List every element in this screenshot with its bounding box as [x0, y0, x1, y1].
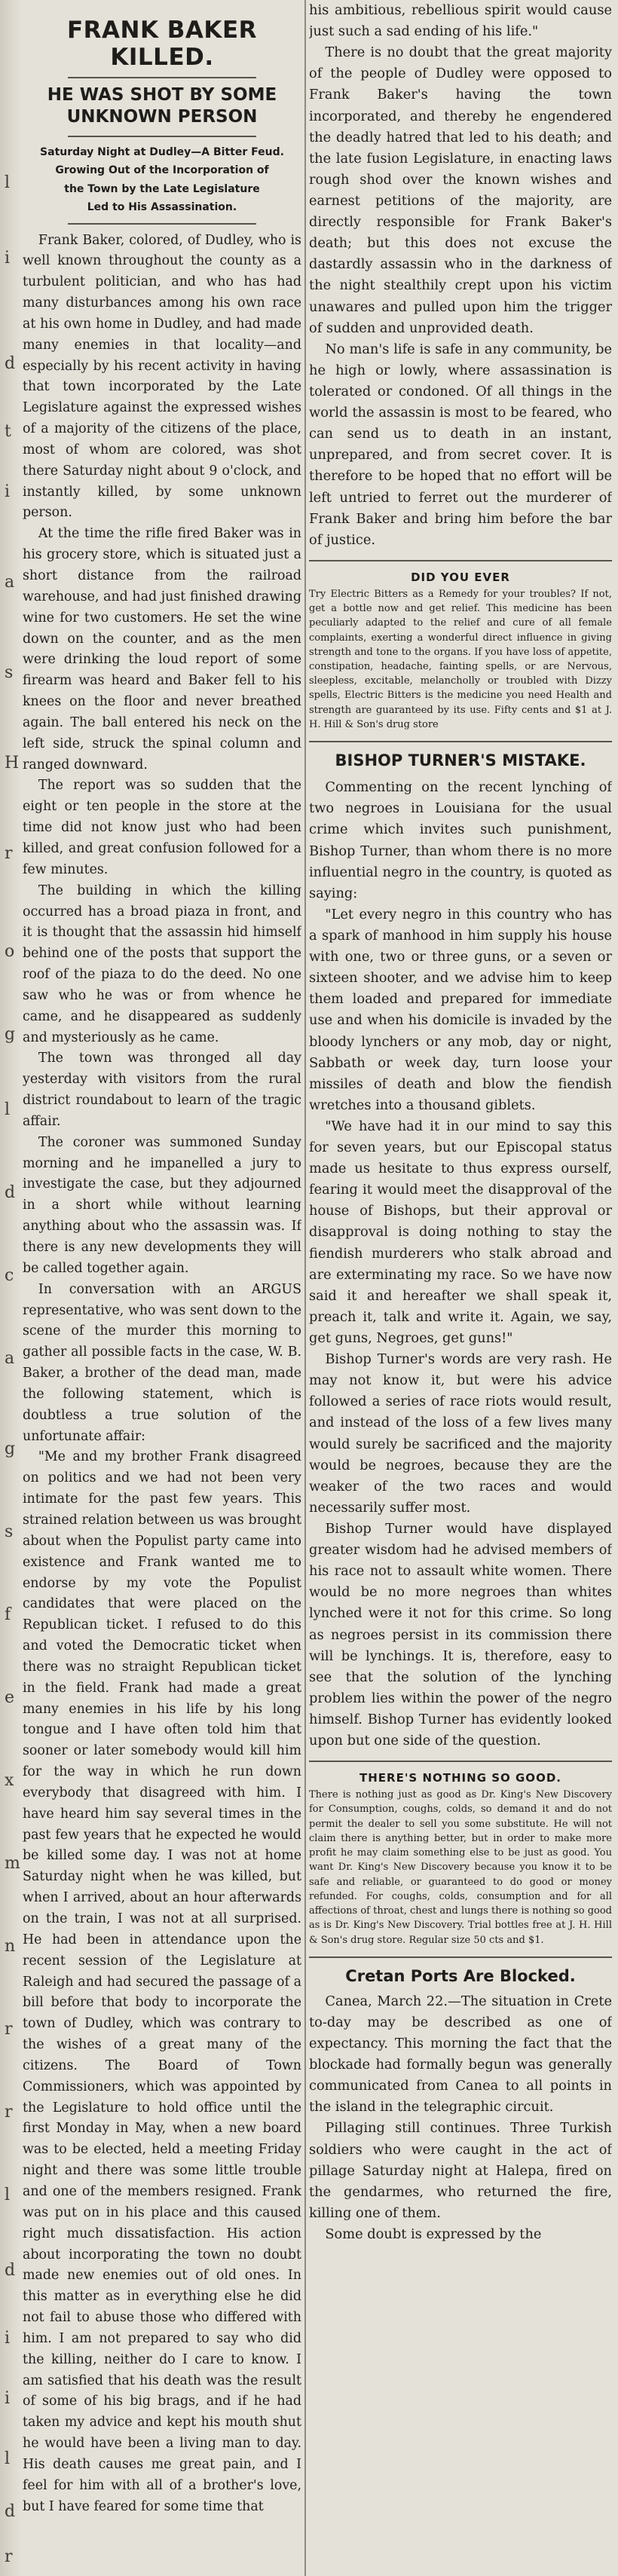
margin-letter: i: [5, 2389, 11, 2408]
margin-letter: i: [5, 249, 11, 268]
left-margin-clipped-column: [0, 0, 21, 2576]
article-paragraph: At the time the rifle fired Baker was in his grocery store, which is situated just a short distance from the railroad warehouse, and had just finished drawing wine for two customers. He set the wine down on the counter, and as the men were drinking the loud report of some firearm was heard and Baker fell to his knees on the floor and never breathed again. The ball entered his neck on the left side, struck the spinal column and ranged downward.: [23, 526, 301, 772]
advertisement-title: THERE'S NOTHING SO GOOD.: [359, 1771, 561, 1785]
body-divider: [68, 223, 256, 225]
margin-letter: g: [5, 1439, 16, 1458]
deck-line: Saturday Night at Dudley—A Bitter Feud.: [40, 145, 284, 158]
article-paragraph: Bishop Turner's words are very rash. He may not know it, but were his advice followed a series of race riots would result, and instead of the loss of a few lives many would surely be sacrificed and the majority would be negroes, because they are the weaker of the two races and would necessarily suffer most.: [309, 1351, 612, 1516]
article-headline: FRANK BAKER KILLED.: [67, 17, 257, 71]
margin-letter: r: [5, 2020, 13, 2039]
margin-letter: f: [5, 1605, 11, 1624]
deck-line: the Town by the Late Legislature: [64, 182, 260, 195]
margin-letter: i: [5, 482, 11, 501]
margin-letter: g: [5, 1025, 16, 1044]
margin-letter: l: [5, 2449, 11, 2468]
article-headline: BISHOP TURNER'S MISTAKE.: [335, 751, 586, 770]
article-paragraph: "Let every negro in this country who has a spark of manhood in him supply his house with one, two or three guns, or a seven or sixteen shooter, and we advise him to keep them loaded and prepared for immediate use and when his domicile is invaded by the bloody lynchers or any mob, day or night, Sabbath or week day, turn loose your missiles of death and blow the fiendish wretches into a thousand giblets.: [309, 906, 612, 1113]
article-paragraph: Pillaging still continues. Three Turkish soldiers who were caught in the act of pillage Saturday night at Halepa, fired on the gendarmes, who returned the fire, killing one of them.: [309, 2120, 612, 2221]
continued-paragraph: his ambitious, rebellious spirit would cause just such a sad ending of his life.": [309, 2, 612, 40]
margin-letter: i: [5, 2329, 11, 2348]
margin-letter: l: [5, 2186, 11, 2204]
article-paragraph: Bishop Turner would have displayed greater wisdom had he advised members of his race not to assault white women. There would be no more negroes than whites lynched were it not for this crime. So long as negroes persist in its commission there will be lynchings. It is, therefore, easy to see that the solution of the lynching problem lies within the power of the negro himself. Bishop Turner has evidently looked upon but one side of the question.: [309, 1521, 612, 1749]
headline-divider: [68, 77, 256, 78]
article-paragraph: In conversation with an ARGUS representative, who was sent down to the scene of the murder this morning to gather all possible facts in the case, W. B. Baker, a brother of the dead man, made the following statement, which is doubtless a true solution of the unfortunate affair:: [23, 1281, 301, 1444]
margin-letter: c: [5, 1266, 14, 1285]
article-paragraph: The coroner was summoned Sunday morning and he impanelled a jury to investigate the case, but they adjourned in a short while without learning anything about who the assassin was. If there is any new developments they will be called together again.: [23, 1134, 301, 1276]
article-paragraph: The report was so sudden that the eight or ten people in the store at the time did not know just who had been killed, and great confusion followed for a few minutes.: [23, 778, 301, 877]
margin-letter: l: [5, 173, 11, 192]
margin-letter: r: [5, 2103, 13, 2122]
article-paragraph: No man's life is safe in any community, be he high or lowly, where assassination is tolerated or condoned. Of all things in the world the assassin is most to be feared, who can send us to death in an instant, unprepared, and from secret cover. It is therefore to be hoped that no effort will be left untried to ferret out the murderer of Frank Baker and bring him before the bar of justice.: [309, 341, 612, 548]
deck-line: Led to His Assassination.: [87, 201, 237, 213]
margin-letter: e: [5, 1688, 15, 1707]
margin-letter: a: [5, 573, 15, 592]
article-paragraph: The town was thronged all day yesterday with visitors from the rural district roundabout to learn of the tragic affair.: [23, 1051, 301, 1129]
margin-letter: o: [5, 942, 15, 961]
deck-divider: [68, 136, 256, 137]
article-paragraph: "We have had it in our mind to say this for seven years, but our Episcopal status made us hesitate to thus express ourself, fearing it would meet the disapproval of the house of Bishops, but their approval or disapproval is doing nothing to stay the fiendish murderers who stalk abroad and are exterminating my race. So we have now said it and hereafter we shall speak it, preach it, talk and write it. Again, we say, get guns, Negroes, get guns!": [309, 1118, 612, 1347]
article-paragraph: Some doubt is expressed by the: [325, 2226, 542, 2242]
margin-letter: s: [5, 663, 14, 682]
margin-letter: s: [5, 1522, 14, 1541]
section-divider: [309, 560, 612, 561]
margin-letter: r: [5, 2547, 13, 2566]
article-paragraph: Commenting on the recent lynching of two negroes in Louisiana for the usual crime which invites such punishment, Bishop Turner, than whom there is no more influential negro in the country, is quoted as saying:: [309, 779, 612, 901]
margin-letter: x: [5, 1771, 14, 1790]
article-paragraph: The building in which the killing occurred has a broad piaza in front, and it is thought that the assassin hid himself behind one of the posts that support the roof of the piaza to do the deed. No one saw who he was or from whence he came, and he disappeared as suddenly and mysteriously as he came.: [23, 883, 301, 1045]
margin-letter: d: [5, 2502, 16, 2521]
article-paragraph: Frank Baker, colored, of Dudley, who is well known throughout the county as a turbulent politician, and who has had many disturbances among his own race at his own home in Dudley, and had made many enemies in that locality—and especially by his recent activity in having that town incorporated by the Late Legislature against the expressed wishes of a majority of the citizens of the place, most of whom are colored, was shot there Saturday night about 9 o'clock, and instantly killed, by some unknown person.: [23, 232, 301, 521]
margin-letter: d: [5, 1183, 16, 1202]
margin-letter: m: [5, 1854, 20, 1873]
column-rule: [304, 0, 306, 2576]
column-right: [309, 0, 612, 2576]
article-subheadline: HE WAS SHOT BY SOME UNKNOWN PERSON: [47, 85, 277, 127]
margin-letter: r: [5, 844, 13, 863]
advertisement-body: Try Electric Bitters as a Remedy for your troubles? If not, get a bottle now and get relief. This medicine has been peculiarly adapted to the relief and cure of all female complaints, exerting a wonderful direct influence in giving strength and tone to the organs. If you have loss of appetite, constipation, headache, fainting spells, or are Nervous, sleepless, excitable, melancholly or troubled with Dizzy spells, Electric Bitters is the medicine you need Health and strength are guaranteed by its use. Fifty cents and $1 at J. H. Hill & Son's drug store: [309, 588, 612, 730]
margin-letter: l: [5, 1100, 11, 1119]
article-headline: Cretan Ports Are Blocked.: [345, 1966, 576, 1985]
margin-letter: n: [5, 1937, 16, 1956]
article-paragraph: There is no doubt that the great majority of the people of Dudley were opposed to Frank Baker's having the town incorporated, and thereby he engendered the deadly hatred that led to his death; and the late fusion Legislature, in enacting laws rough shod over the known wishes and earnest petitions of the majority, are directly responsible for Frank Baker's death; but this does not excuse the dastardly assassin who in the darkness of the night stealthily crept upon his victim unawares and pulled upon him the trigger of sudden and unprovided death.: [309, 44, 612, 336]
section-divider: [309, 1956, 612, 1958]
margin-letter: d: [5, 2261, 16, 2280]
article-deck: [33, 143, 291, 217]
column-left: [23, 0, 301, 2576]
margin-letter: H: [5, 754, 20, 772]
deck-line: Growing Out of the Incorporation of: [55, 164, 269, 176]
margin-letter: t: [5, 422, 11, 441]
article-paragraph: Canea, March 22.—The situation in Crete to-day may be described as one of expectancy. This morning the fact that the blockade had formally begun was generally communicated from Canea to all points in the island in the telegraphic circuit.: [309, 1993, 612, 2116]
advertisement-title: DID YOU EVER: [411, 570, 510, 584]
advertisement-body: There is nothing just as good as Dr. King's New Discovery for Consumption, coughs, colds, so demand it and do not permit the dealer to sell you some substitute. He will not claim there is anything better, but in order to make more profit he may claim something else to be just as good. You want Dr. King's New Discovery because you know it to be safe and reliable, or guaranteed to do good or money refunded. For coughs, colds, consumption and for all affections of throat, chest and lungs there is nothing so good as is Dr. King's New Discovery. Trial bottles free at J. H. Hill & Son's drug store. Regular size 50 cts and $1.: [309, 1789, 612, 1946]
section-divider: [309, 1761, 612, 1762]
quoted-statement: "Me and my brother Frank disagreed on politics and we had not been very intimate for the past few years. This strained relation between us was brought about when the Populist party came into existence and Frank wanted me to endorse by my vote the Populist candidates that were placed on the Republican ticket. I refused to do this and voted the Democratic ticket when there was no straight Republican ticket in the field. Frank had made a great many enemies in his life by his long tongue and I have often told him that sooner or later somebody would kill him for the way in which he run down everybody that disagreed with him. I have heard him say several times in the past few years that he expected he would be killed some day. I was not at home Saturday night when he was killed, but when I arrived, about an hour afterwards on the train, I was not at all surprised. He had been in attendance upon the recent session of the Legislature at Raleigh and had secured the passage of a bill before that body to incorporate the town of Dudley, which was contrary to the wishes of a great many of the citizens. The Board of Town Commissioners, which was appointed by the Legislature to hold office until the first Monday in May, when a new board was to be elected, held a meeting Friday night and there was some little trouble and one of the members resigned. Frank was put on in his place and this caused right much dissatisfaction. His action about incorporating the town no doubt made new enemies out of old ones. In this matter as in everything else he did not fail to abuse those who differed with him. I am not prepared to say who did the killing, neither do I care to know. I am satisfied that his death was the result of some of his big brags, and if he had taken my advice and kept his mouth shut he would have been a living man to day. His death causes me great pain, and I feel for him with all of a brother's love, but I have feared for some time that: [23, 1449, 301, 2514]
section-divider: [309, 741, 612, 742]
margin-letter: a: [5, 1349, 15, 1368]
margin-letter: d: [5, 354, 16, 373]
